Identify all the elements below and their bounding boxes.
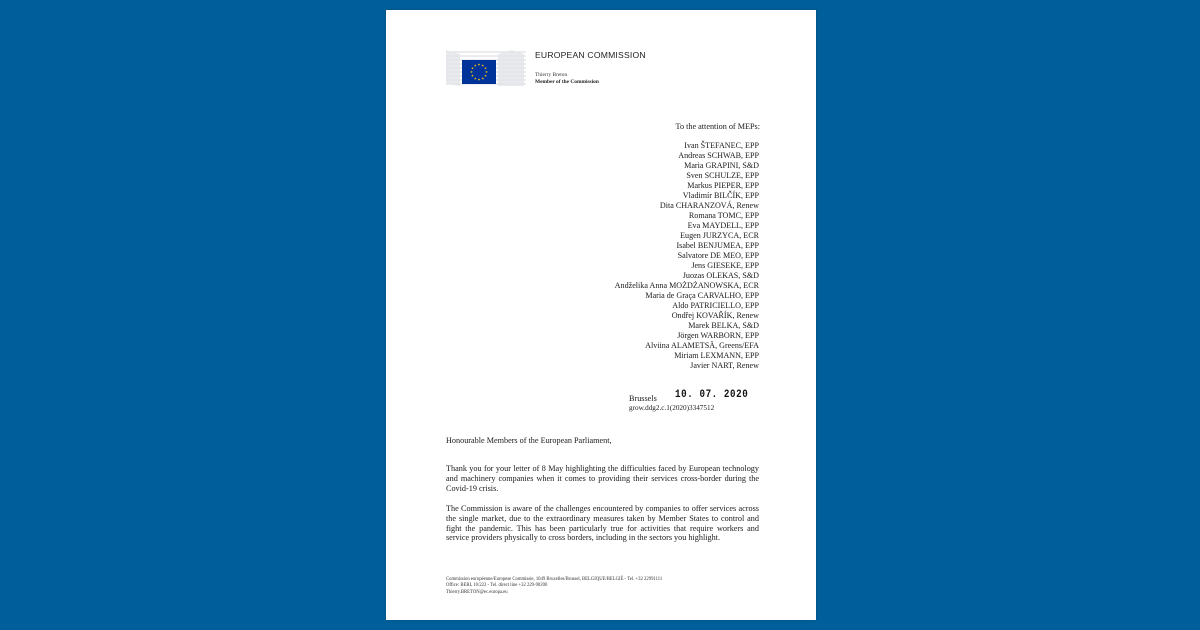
body-paragraph: The Commission is aware of the challenges encountered by companies to offer services across the single market, due to the extraordinary measures taken by Member States to control and fight the pandemic. This has been particularly true for activities that require workers and service providers physically to cross borders, including in the sectors you highlight. <box>446 504 759 543</box>
recipients-heading: To the attention of MEPs: <box>675 122 760 131</box>
recipient-item: Salvatore DE MEO, EPP <box>677 251 759 260</box>
recipient-item: Dita CHARANZOVÁ, Renew <box>659 201 759 210</box>
date-stamp: 10. 07. 2020 <box>675 388 749 401</box>
recipient-item: Jörgen WARBORN, EPP <box>677 331 759 340</box>
organisation-name: EUROPEAN COMMISSION <box>535 50 646 60</box>
recipient-item: Marek BELKA, S&D <box>688 321 759 330</box>
recipient-item: Juozas OLEKAS, S&D <box>682 271 759 280</box>
recipient-item: Vladimír BILČÍK, EPP <box>682 191 759 200</box>
recipient-item: Jens GIESEKE, EPP <box>691 261 759 270</box>
recipient-item: Ondřej KOVAŘÍK, Renew <box>671 311 759 320</box>
eu-flag-logo-icon <box>446 48 526 88</box>
recipient-item: Andreas SCHWAB, EPP <box>678 151 759 160</box>
salutation: Honourable Members of the European Parliament, <box>446 436 612 445</box>
sender-role: Member of the Commission <box>535 79 599 85</box>
body-paragraph: Thank you for your letter of 8 May highlighting the difficulties faced by European technology and machinery companies when it comes to providing their services cross-border during the Covid-19 crisis. <box>446 464 759 493</box>
footer-email: Thierry.BRETON@ec.europa.eu <box>446 589 508 595</box>
footer-office: Office: BERL 10/222 - Tel. direct line +32 229-90200 <box>446 583 548 589</box>
recipient-item: Ivan ŠTEFANEC, EPP <box>684 141 759 150</box>
recipient-item: Aldo PATRICIELLO, EPP <box>672 301 759 310</box>
recipient-item: Miriam LEXMANN, EPP <box>674 351 759 360</box>
recipient-item: Alviina ALAMETSÄ, Greens/EFA <box>645 341 759 350</box>
reference-number: grow.ddg2.c.1(2020)3347512 <box>629 404 715 412</box>
recipient-item: Andželika Anna MOŻDŻANOWSKA, ECR <box>614 281 759 290</box>
recipient-item: Maria GRAPINI, S&D <box>684 161 759 170</box>
recipient-item: Markus PIEPER, EPP <box>687 181 759 190</box>
recipient-item: Isabel BENJUMEA, EPP <box>676 241 759 250</box>
letter-page <box>386 10 816 620</box>
recipient-item: Sven SCHULZE, EPP <box>686 171 759 180</box>
recipient-list <box>615 141 759 371</box>
recipient-item: Javier NART, Renew <box>690 361 759 370</box>
recipient-item: Eugen JURZYCA, ECR <box>680 231 759 240</box>
recipient-item: Maria de Graça CARVALHO, EPP <box>645 291 759 300</box>
recipient-item: Eva MAYDELL, EPP <box>687 221 759 230</box>
dateline-place: Brussels <box>629 394 657 403</box>
recipient-item: Romana TOMC, EPP <box>688 211 759 220</box>
footer-address: Commission européenne/Europese Commissie, 1049 Bruxelles/Brussel, BELGIQUE/BELGIË - Tel. +32 22991111 <box>446 577 663 582</box>
sender-name: Thierry Breton <box>535 72 568 78</box>
letter-footer <box>446 577 662 596</box>
